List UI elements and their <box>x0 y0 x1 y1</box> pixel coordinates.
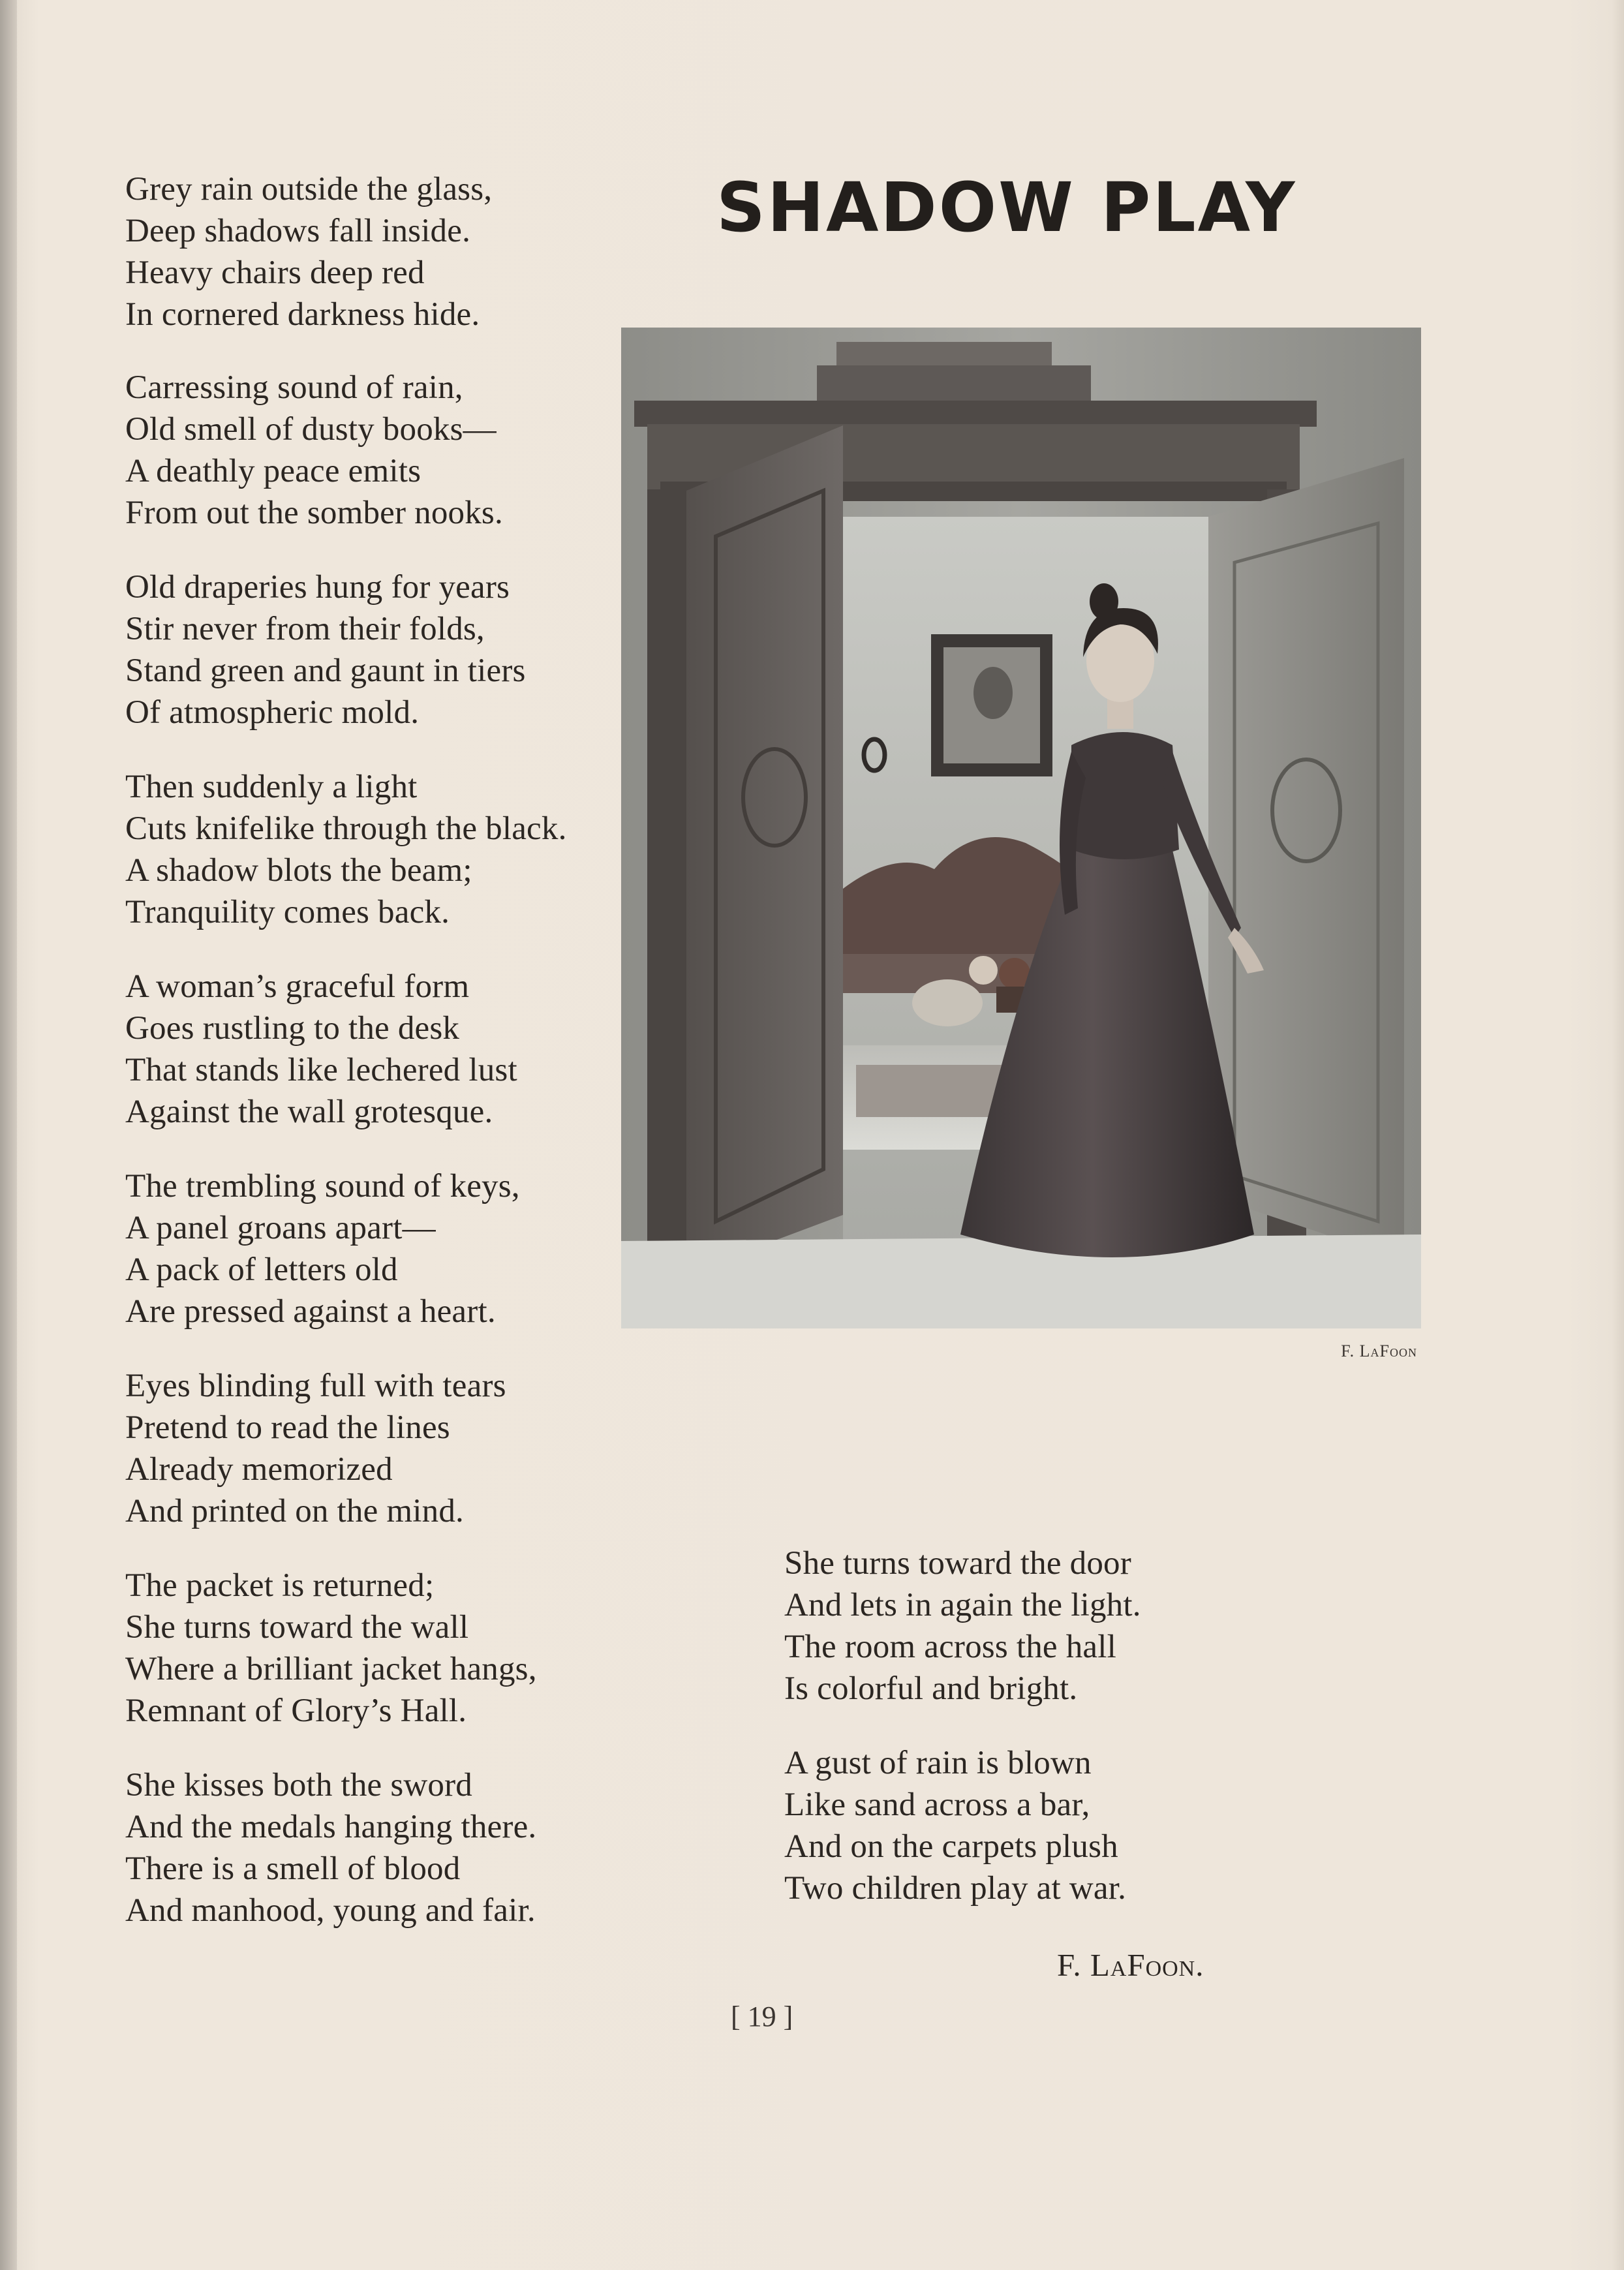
poem-line: Remnant of Glory’s Hall. <box>125 1693 467 1729</box>
stanza-1 <box>125 168 621 335</box>
poem-line: Of atmospheric mold. <box>125 694 420 731</box>
stanza-8 <box>125 1565 621 1732</box>
poem-line: Goes rustling to the desk <box>125 1010 460 1047</box>
poem-title: SHADOW PLAY <box>716 168 1297 247</box>
poem-line: Old draperies hung for years <box>125 569 510 606</box>
poem-line: She kisses both the sword <box>125 1767 472 1803</box>
poem-line: From out the somber nooks. <box>125 495 503 531</box>
poem-line: Then suddenly a light <box>125 769 418 805</box>
stanza-7 <box>125 1365 621 1532</box>
poem-line: Carressing sound of rain, <box>125 369 463 406</box>
poem-line: Deep shadows fall inside. <box>125 213 471 249</box>
poem-signature: F. LaFoon. <box>1057 1947 1204 1983</box>
poem-line: Tranquility comes back. <box>125 894 450 930</box>
poem-line: And on the carpets plush <box>784 1828 1118 1865</box>
poem-line: A deathly peace emits <box>125 453 421 489</box>
poem-line: A panel groans apart— <box>125 1210 436 1246</box>
poem-line: Are pressed against a heart. <box>125 1293 496 1330</box>
right-column-stanzas <box>784 1542 1280 1909</box>
poem-line: Stand green and gaunt in tiers <box>125 652 526 689</box>
poem-line: The packet is returned; <box>125 1567 435 1604</box>
stanza-11 <box>784 1742 1280 1909</box>
poem-line: Two children play at war. <box>784 1870 1127 1907</box>
poem-line: Old smell of dusty books— <box>125 411 497 448</box>
stanza-2 <box>125 367 621 534</box>
stanza-4 <box>125 766 621 933</box>
poem-line: A shadow blots the beam; <box>125 852 472 889</box>
poem-line: Where a brilliant jacket hangs, <box>125 1651 537 1687</box>
poem-line: Stir never from their folds, <box>125 611 485 647</box>
poem-line: Grey rain outside the glass, <box>125 171 493 207</box>
poem-line: The room across the hall <box>784 1629 1116 1665</box>
poem-line: A gust of rain is blown <box>784 1745 1092 1781</box>
poem-line: Pretend to read the lines <box>125 1409 450 1446</box>
poem-line: And the medals hanging there. <box>125 1809 537 1845</box>
poem-line: And printed on the mind. <box>125 1493 464 1529</box>
left-column-stanzas <box>125 168 621 1931</box>
stanza-9 <box>125 1764 621 1931</box>
poem-line: A pack of letters old <box>125 1251 398 1288</box>
illustration-woman-in-doorway <box>621 328 1421 1328</box>
poem-line: And manhood, young and fair. <box>125 1892 536 1929</box>
poem-line: Against the wall grotesque. <box>125 1094 493 1130</box>
poem-line: That stands like lechered lust <box>125 1052 517 1088</box>
book-spine-shadow <box>0 0 17 2270</box>
stanza-6 <box>125 1165 621 1332</box>
poem-line: The trembling sound of keys, <box>125 1168 520 1204</box>
stanza-5 <box>125 966 621 1133</box>
poem-line: And lets in again the light. <box>784 1587 1141 1623</box>
poem-line: Heavy chairs deep red <box>125 254 425 291</box>
poem-line: Already memorized <box>125 1451 393 1488</box>
illustration-credit: F. LaFoon <box>1341 1342 1417 1360</box>
poem-line: Cuts knifelike through the black. <box>125 810 567 847</box>
poem-line: There is a smell of blood <box>125 1850 461 1887</box>
poem-line: Like sand across a bar, <box>784 1787 1090 1823</box>
poem-line: A woman’s graceful form <box>125 968 470 1005</box>
poem-line: She turns toward the wall <box>125 1609 469 1646</box>
stanza-10 <box>784 1542 1280 1710</box>
page-number: [ 19 ] <box>731 2001 793 2032</box>
stanza-3 <box>125 566 621 733</box>
poem-line: Is colorful and bright. <box>784 1670 1078 1707</box>
poem-line: Eyes blinding full with tears <box>125 1368 506 1404</box>
poem-line: She turns toward the door <box>784 1545 1131 1582</box>
poem-line: In cornered darkness hide. <box>125 296 480 333</box>
